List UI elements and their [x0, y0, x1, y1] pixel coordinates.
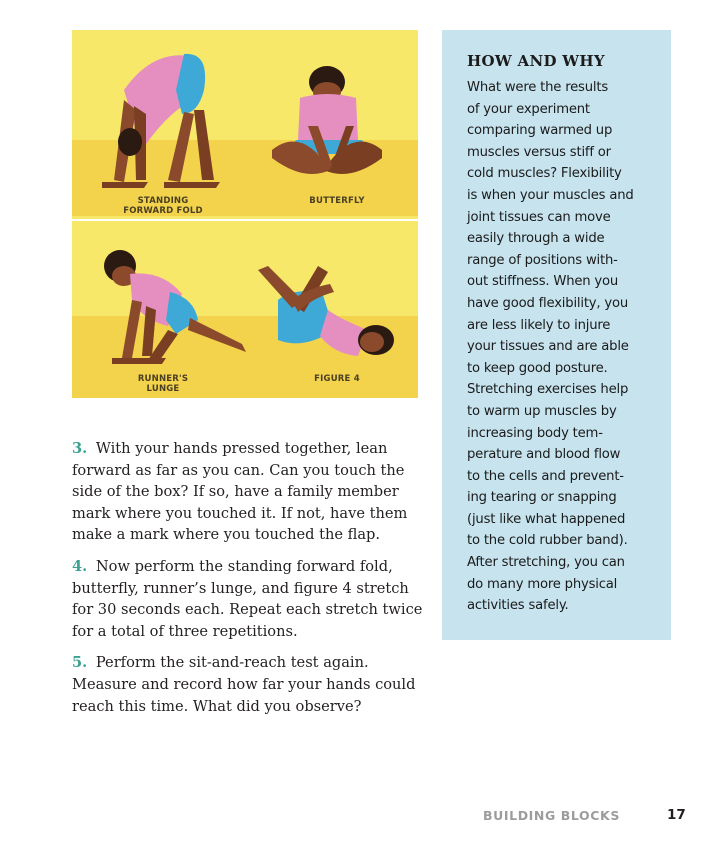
- step-3: [72, 438, 424, 546]
- step-text: With your hands pressed together, lean forward as far as you can. Can you touch the side of the box? If so, have a family member mark where you touched it. If not, have them make a mark where you touched the flap.: [72, 440, 408, 544]
- page-number: 17: [667, 807, 686, 823]
- step-number: 4.: [72, 557, 88, 575]
- step-number: 3.: [72, 440, 88, 457]
- step-number: 5.: [72, 654, 88, 672]
- label-standing-forward-fold: STANDING FORWARD FOLD: [123, 196, 203, 216]
- sidebar-body: What were the results of your experiment comparing warmed up muscles versus stiff or cold muscles? Flexibility is when your muscles and joint tissues can move easily through a wide range of positions with- out stiffness. When you have good flexibility, you are less likely to injure your tissues and are able to keep good posture. Stretching exercises help to warm up muscles by increasing body tem- perature and blood flow to the cells and prevent- ing tearing or snapping (just like what happened to the cold rubber band). After stretching, you can do many more physical activities safely.: [467, 80, 634, 614]
- step-4: [72, 556, 424, 642]
- stretch-illustration: [72, 30, 418, 398]
- step-text: Now perform the standing forward fold, butterfly, runner’s lunge, and figure 4 stretch for 30 seconds each. Repeat each stretch twice for a total of three repetitions.: [72, 557, 423, 640]
- label-figure-4: FIGURE 4: [314, 374, 360, 384]
- instruction-steps: [72, 438, 424, 727]
- step-5: [72, 652, 424, 717]
- butterfly-figure: [272, 66, 382, 174]
- running-footer-section: BUILDING BLOCKS: [483, 808, 620, 823]
- sidebar-title: HOW AND WHY: [467, 52, 605, 70]
- label-butterfly: BUTTERFLY: [309, 196, 365, 206]
- step-text: Perform the sit-and-reach test again. Measure and record how far your hands could reach this time. What did you observe?: [72, 654, 416, 715]
- label-runners-lunge: RUNNER'S LUNGE: [137, 374, 189, 394]
- how-and-why-sidebar: [442, 30, 671, 640]
